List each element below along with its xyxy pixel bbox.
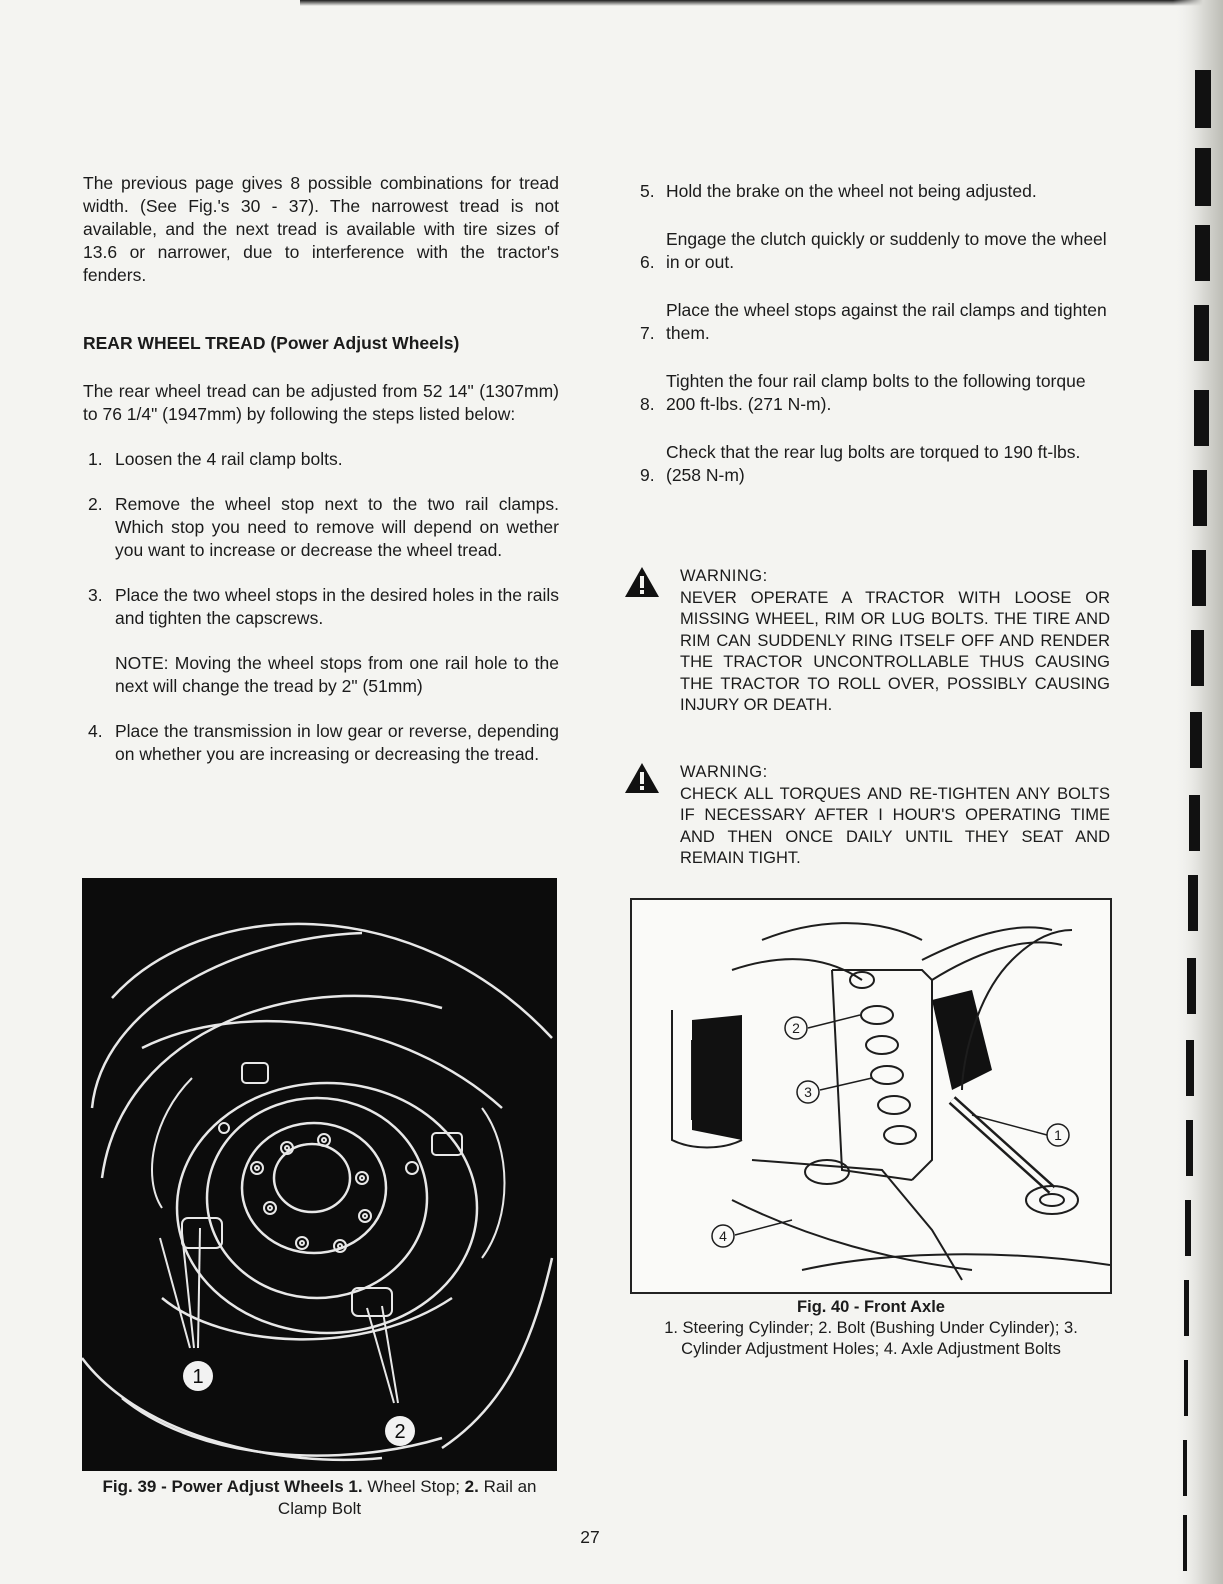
step-item xyxy=(83,720,559,766)
caption-bold: Fig. 39 - Power Adjust Wheels 1. xyxy=(102,1477,363,1496)
fig39-callout-1: 1 xyxy=(192,1366,204,1388)
steps-list-left xyxy=(83,448,559,766)
warning-text xyxy=(680,566,1110,717)
page-number: 27 xyxy=(580,1527,600,1547)
warning-triangle-icon xyxy=(624,762,660,794)
warning-title: WARNING: xyxy=(680,763,768,781)
step-note: NOTE: Moving the wheel stops from one rail hole to the next will change the tread by 2" (51mm) xyxy=(115,653,559,696)
caption-bold: 2. xyxy=(464,1477,479,1496)
warning-body: CHECK ALL TORQUES AND RE-TIGHTEN ANY BOLTS IF NECESSARY AFTER I HOUR'S OPERATING TIME AND THEN ONCE DAILY UNTIL THEY SEAT AND REMAIN TIGHT. xyxy=(680,784,1110,867)
right-column xyxy=(640,180,1110,512)
section-heading: REAR WHEEL TREAD (Power Adjust Wheels) xyxy=(83,333,460,353)
step-number: 3. xyxy=(88,585,103,605)
binding-holes xyxy=(1153,0,1223,1584)
step-number: 1. xyxy=(88,449,103,469)
figure-40-caption xyxy=(632,1297,1110,1360)
step-item xyxy=(640,441,1110,487)
warning-block xyxy=(624,566,1110,717)
warning-title: WARNING: xyxy=(680,567,768,585)
front-axle-illustration xyxy=(632,900,1110,1292)
caption-text: Wheel Stop; xyxy=(362,1477,465,1496)
warning-text xyxy=(680,762,1110,870)
step-item xyxy=(640,370,1110,416)
step-text: Remove the wheel stop next to the two rail clamps. Which stop you need to remove will depend on wether you want to increase or decrease the wheel tread. xyxy=(115,494,559,560)
step-number: 5. xyxy=(640,181,655,201)
step-number: 4. xyxy=(88,721,103,741)
step-text: Hold the brake on the wheel not being adjusted. xyxy=(666,181,1037,201)
step-text: Loosen the 4 rail clamp bolts. xyxy=(115,449,343,469)
callout-markers xyxy=(183,1361,415,1446)
step-number: 6. xyxy=(640,252,655,272)
caption-text: Rail an Clamp Bolt xyxy=(277,1477,537,1518)
step-text: Place the wheel stops against the rail clamps and tighten them. xyxy=(666,300,1107,343)
step-text: Place the transmission in low gear or reverse, depending on whether you are increasing or decreasing the tread. xyxy=(115,721,559,764)
step-item xyxy=(83,493,559,562)
caption-body: 1. Steering Cylinder; 2. Bolt (Bushing Under Cylinder); 3. Cylinder Adjustment Holes; 4. Axle Adjustment Bolts xyxy=(664,1319,1078,1358)
fig40-callout-2: 2 xyxy=(792,1020,800,1036)
step-number: 9. xyxy=(640,465,655,485)
step-number: 2. xyxy=(88,494,103,514)
warning-triangle-icon xyxy=(624,566,660,598)
figure-40-front-axle-drawing xyxy=(630,898,1112,1294)
fig40-callout-1: 1 xyxy=(1054,1127,1062,1143)
step-item xyxy=(83,584,559,698)
step-number: 8. xyxy=(640,394,655,414)
warning-block xyxy=(624,762,1110,870)
step-text: Engage the clutch quickly or suddenly to move the wheel in or out. xyxy=(666,229,1107,272)
caption-title: Fig. 40 - Front Axle xyxy=(797,1298,945,1316)
step-item xyxy=(640,180,1110,203)
step-text: Check that the rear lug bolts are torqued to 190 ft-lbs. (258 N-m) xyxy=(666,442,1081,485)
step-item xyxy=(83,448,559,471)
step-item xyxy=(640,228,1110,274)
rear-intro-paragraph: The rear wheel tread can be adjusted from 52 14" (1307mm) to 76 1/4" (1947mm) by following the steps listed below: xyxy=(83,381,559,424)
fig39-callout-2: 2 xyxy=(394,1421,406,1443)
step-number: 7. xyxy=(640,323,655,343)
step-text: Tighten the four rail clamp bolts to the following torque 200 ft-lbs. (271 N-m). xyxy=(666,371,1086,414)
step-text: Place the two wheel stops in the desired holes in the rails and tighten the capscrews. xyxy=(115,585,559,628)
intro-paragraph: The previous page gives 8 possible combinations for tread width. (See Fig.'s 30 - 37). The narrowest tread is not available, and the next tread is available with tire sizes of 13.6 or narrower, due to interference with the tractor's fenders. xyxy=(83,173,559,285)
step-item xyxy=(640,299,1110,345)
scan-edge-shadow xyxy=(300,0,1223,6)
warning-body: NEVER OPERATE A TRACTOR WITH LOOSE OR MISSING WHEEL, RIM OR LUG BOLTS. THE TIRE AND RIM CAN SUDDENLY RING ITSELF OFF AND RENDER THE TRACTOR UNCONTROLLABLE THUS CAUSING THE TRACTOR TO ROLL OVER, POSSIBLY CAUSING INJURY OR DEATH. xyxy=(680,588,1110,714)
fig40-callout-3: 3 xyxy=(804,1084,812,1100)
figure-39-caption xyxy=(82,1476,557,1520)
left-column xyxy=(83,172,559,788)
wheel-illustration xyxy=(82,878,557,1471)
figure-39-wheel-photo xyxy=(82,878,557,1471)
fig40-callout-4: 4 xyxy=(719,1228,727,1244)
